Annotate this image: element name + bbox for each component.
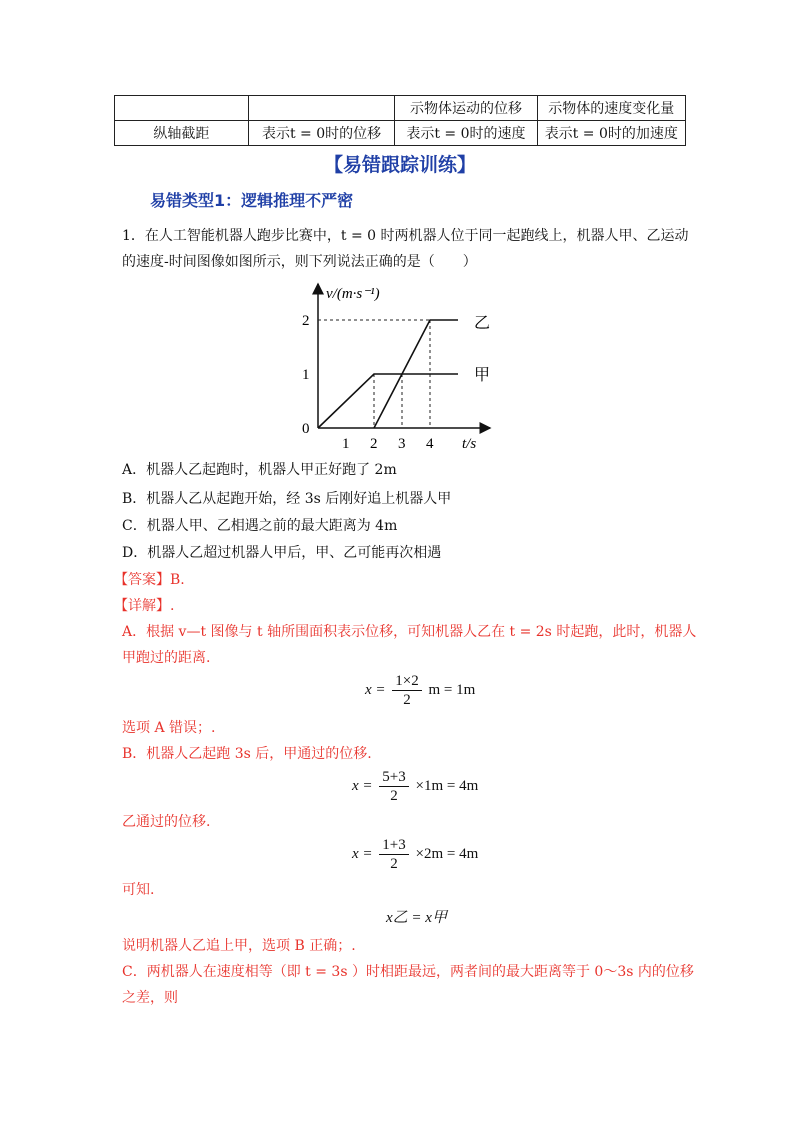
solution-b-line-3: 可知.: [122, 882, 155, 898]
y-axis-label: v/(m·s⁻¹): [326, 286, 380, 302]
section-title: 【易错跟踪训练】: [323, 154, 476, 176]
solution-a-conclusion: 选项 A 错误；.: [122, 720, 216, 736]
table-cell: 示物体的速度变化量: [537, 96, 685, 121]
table-row: [115, 96, 686, 121]
x-tick-label: 2: [370, 436, 378, 452]
answer: 【答案】B.: [114, 572, 185, 588]
y-tick-label: 0: [302, 421, 310, 437]
vt-chart: [290, 278, 520, 454]
solution-a-line-1: A．根据 v—t 图像与 t 轴所围面积表示位移，可知机器人乙在 t = 2s 时起跑，此时，机器人: [122, 624, 697, 640]
table-cell: [248, 96, 395, 121]
option-a: A．机器人乙起跑时，机器人甲正好跑了 2m: [122, 462, 397, 478]
x-axis-label: t/s: [462, 436, 477, 452]
eq1-den: 2: [403, 692, 411, 708]
option-c: C．机器人甲、乙相遇之前的最大距离为 4m: [122, 518, 398, 534]
eq1-lhs: x =: [365, 681, 386, 698]
equation-3: [352, 836, 478, 873]
eq2-den: 2: [390, 788, 398, 804]
solution-a-line-2: 甲跑过的距离.: [122, 650, 211, 666]
table-cell: 表示t = 0时的速度: [395, 121, 537, 146]
table-cell: 表示t = 0时的位移: [248, 121, 395, 146]
solution-b-conclusion: 说明机器人乙追上甲，选项 B 正确；.: [122, 938, 356, 954]
x-tick-label: 1: [342, 436, 350, 452]
eq3-rhs: ×2m = 4m: [415, 845, 479, 862]
question-line-1: 1．在人工智能机器人跑步比赛中，t = 0 时两机器人位于同一起跑线上，机器人甲、乙运动: [122, 228, 689, 244]
table-cell: [115, 96, 249, 121]
equation-1: [365, 672, 475, 709]
eq1-rhs: m = 1m: [428, 681, 476, 698]
series-label-yi: 乙: [474, 315, 491, 332]
eq1-num: 1×2: [392, 672, 421, 691]
solution-b-line-2: 乙通过的位移.: [122, 814, 211, 830]
y-tick-label: 1: [302, 367, 310, 383]
subsection-title: 易错类型1：逻辑推理不严密: [150, 191, 354, 210]
x-tick-label: 3: [398, 436, 406, 452]
solution-b-line: B．机器人乙起跑 3s 后，甲通过的位移.: [122, 746, 372, 762]
option-d: D．机器人乙超过机器人甲后，甲、乙可能再次相遇: [122, 545, 442, 561]
eq3-num: 1+3: [379, 836, 408, 855]
eq3-lhs: x =: [352, 845, 373, 862]
table-cell: 示物体运动的位移: [395, 96, 537, 121]
equation-2: [352, 768, 478, 805]
option-b: B．机器人乙从起跑开始，经 3s 后刚好追上机器人甲: [122, 491, 452, 507]
comparison-table: [114, 95, 686, 146]
table-cell: 表示t = 0时的加速度: [537, 121, 685, 146]
explain-label: 【详解】.: [114, 598, 175, 614]
eq2-num: 5+3: [379, 768, 408, 787]
series-label-jia: 甲: [474, 367, 491, 384]
solution-c-line-2: 之差，则: [122, 990, 178, 1006]
table-cell: 纵轴截距: [115, 121, 249, 146]
eq2-lhs: x =: [352, 777, 373, 794]
equation-4: x乙 = x甲: [386, 910, 447, 926]
eq2-rhs: ×1m = 4m: [415, 777, 479, 794]
table-row: [115, 121, 686, 146]
question-line-2: 的速度-时间图像如图所示，则下列说法正确的是（ ）: [122, 254, 477, 270]
y-tick-label: 2: [302, 313, 310, 329]
x-tick-label: 4: [426, 436, 434, 452]
solution-c-line-1: C．两机器人在速度相等（即 t = 3s ）时相距最远，两者间的最大距离等于 0～3s 内的位移: [122, 964, 694, 980]
eq3-den: 2: [390, 856, 398, 872]
